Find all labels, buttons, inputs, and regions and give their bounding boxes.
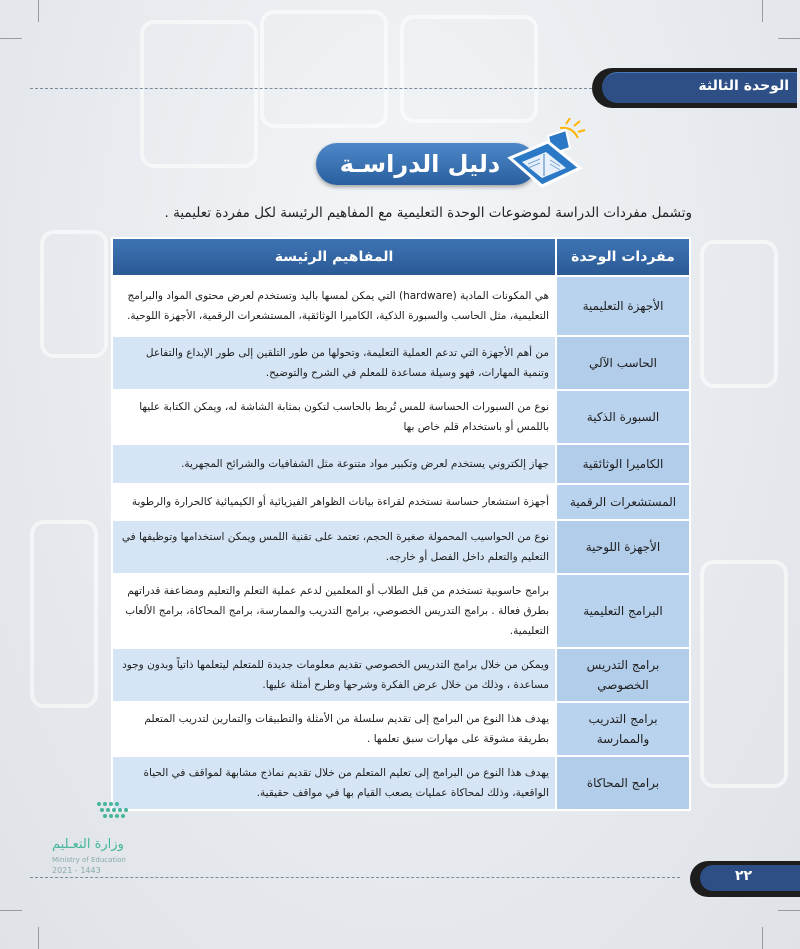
header-unit-items: مفردات الوحدة (557, 239, 689, 275)
table-row (113, 703, 689, 755)
ministry-logo-dots-icon (95, 800, 135, 824)
ministry-name-arabic: وزارة التعـليم (52, 837, 124, 852)
definition-cell: يهدف هذا النوع من البرامج إلى تقديم سلسلة من الأمثلة والتطبيقات والتمارين لتدريب المتعلم بطريقة مشوقة على مهارات سبق تعلمها . (113, 703, 555, 755)
table-row (113, 277, 689, 335)
crop-mark (762, 0, 763, 22)
definition-cell: أجهزة استشعار حساسة تستخدم لقراءة بيانات الظواهر الفيزيائية أو الكيميائية كالحرارة والرطوبة (113, 485, 555, 519)
table-row (113, 521, 689, 573)
term-cell: المستشعرات الرقمية (557, 485, 689, 519)
intro-sentence: وتشمل مفردات الدراسة لموضوعات الوحدة التعليمية مع المفاهيم الرئيسة لكل مفردة تعليمية . (164, 205, 692, 221)
crop-mark (0, 38, 22, 39)
background-tile (700, 240, 778, 388)
background-tile (30, 520, 98, 708)
table-row (113, 445, 689, 483)
table-row (113, 485, 689, 519)
study-guide-title: دليل الدراسـة (339, 150, 501, 178)
term-cell: السبورة الذكية (557, 391, 689, 443)
term-cell: البرامج التعليمية (557, 575, 689, 647)
term-cell: برامج التدريب والممارسة (557, 703, 689, 755)
header-key-concepts: المفاهيم الرئيسة (113, 239, 555, 275)
definition-cell: نوع من الحواسيب المحمولة صغيرة الحجم، تعتمد على تقنية اللمس ويمكن استخدامها وتوظيفها في التعليم والتعلم داخل الفصل أو خارجه. (113, 521, 555, 573)
header-dashed-line (30, 88, 592, 89)
term-cell: برامج المحاكاة (557, 757, 689, 809)
crop-mark (0, 910, 22, 911)
crop-mark (38, 927, 39, 949)
definition-cell: برامج حاسوبية تستخدم من قبل الطلاب أو المعلمين لدعم عملية التعلم والتعليم ومضاعفة قدراتهم بطرق فعالة . برامج التدريس الخصوصي، برامج التدريب والممارسة، برامج المحاكاة، برامج الألعاب التعليمية. (113, 575, 555, 647)
crop-mark (778, 910, 800, 911)
crop-mark (762, 927, 763, 949)
term-cell: برامج التدريس الخصوصي (557, 649, 689, 701)
table-row (113, 649, 689, 701)
ministry-name-english: Ministry of Education (52, 856, 126, 864)
table-row (113, 337, 689, 389)
book-lamp-icon (500, 118, 586, 204)
definition-cell: من أهم الأجهزة التي تدعم العملية التعليمة، وتحولها من طور التلقين إلى طور الإبداع والتفاعل وتنمية المهارات، فهو وسيلة مساعدة للمعلم في الشرح والتوضيح. (113, 337, 555, 389)
term-cell: الأجهزة اللوحية (557, 521, 689, 573)
term-cell: الحاسب الآلي (557, 337, 689, 389)
table-row (113, 391, 689, 443)
definition-cell: نوع من السبورات الحساسة للمس تُربط بالحاسب لتكون بمثابة الشاشة له، ويمكن الكتابة عليها باللمس أو باستخدام قلم خاص بها (113, 391, 555, 443)
background-tile (40, 230, 108, 358)
study-guide-table (111, 237, 691, 811)
table-row (113, 575, 689, 647)
crop-mark (38, 0, 39, 22)
definition-cell: ويمكن من خلال برامج التدريس الخصوصي تقديم معلومات جديدة للمتعلم ليتعلمها ذاتياً وبدون وجود مساعدة ، وذلك من خلال عرض الفكرة وشرحها وطرح أمثلة عليها. (113, 649, 555, 701)
background-tile (700, 560, 788, 788)
table-row (113, 757, 689, 809)
background-tile (260, 10, 388, 128)
definition-cell: يهدف هذا النوع من البرامج إلى تعليم المتعلم من خلال تقديم نماذج مشابهة لمواقف في الحياة الواقعية، وذلك لمحاكاة عمليات يصعب القيام بها في مواقف حقيقية. (113, 757, 555, 809)
unit-tab-fill (602, 72, 797, 103)
crop-mark (778, 38, 800, 39)
background-tile (400, 15, 538, 123)
ministry-year: 2021 - 1443 (52, 866, 101, 875)
definition-cell: جهاز إلكتروني يستخدم لعرض وتكبير مواد متنوعة مثل الشفافيات والشرائح المجهرية. (113, 445, 555, 483)
unit-tab (592, 68, 797, 108)
term-cell: الكاميرا الوثائقية (557, 445, 689, 483)
table-header-row (113, 239, 689, 275)
background-tile (140, 20, 258, 168)
term-cell: الأجهزة التعليمية (557, 277, 689, 335)
unit-title: الوحدة الثالثة (698, 78, 789, 94)
definition-cell: هي المكونات المادية (hardware) التي يمكن لمسها باليد وتستخدم لعرض محتوى المواد والبرامج التعليمية، مثل الحاسب والسبورة الذكية، الكاميرا الوثائقية، المستشعرات الرقمية، الأجهزة اللوحية. (113, 277, 555, 335)
footer-dashed-line (30, 877, 680, 878)
page-number: ٢٢ (735, 868, 753, 884)
